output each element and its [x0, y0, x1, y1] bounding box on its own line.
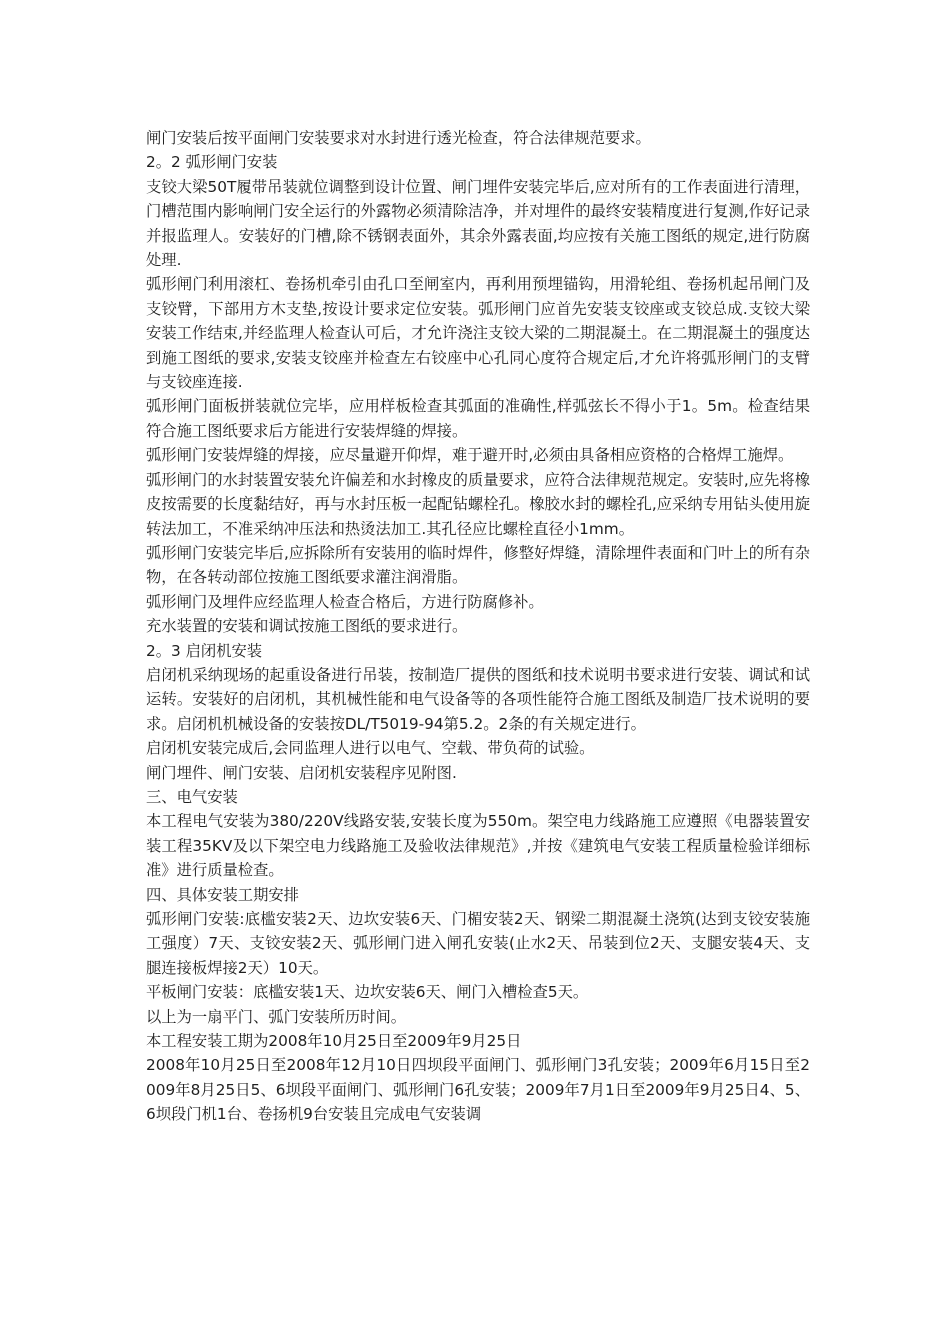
paragraph-electrical: 本工程电气安装为380/220V线路安装,安装长度为550m。架空电力线路施工应遵照《电器装置安装工程35KV及以下架空电力线路施工及验收法律规范》,并按《建筑电气安装工程质量检验详细标准》进行质量检查。 [146, 812, 810, 880]
paragraph-filling-device: 充水装置的安装和调试按施工图纸的要求进行。 [146, 617, 468, 636]
paragraph-panel-assembly: 弧形闸门面板拼装就位完毕，应用样板检查其弧面的准确性,样弧弦长不得小于1。5m。检查结果符合施工图纸要求后方能进行安装焊缝的焊接。 [146, 397, 810, 440]
paragraph-welding: 弧形闸门安装焊缝的焊接，应尽量避开仰焊，难于避开时,必须由具备相应资格的合格焊工施焊。 [146, 446, 794, 465]
document-body [146, 126, 810, 1127]
section-heading-hoist: 2。3 启闭机安装 [146, 641, 263, 660]
paragraph-beam-install: 支铰大梁50T履带吊装就位调整到设计位置、闸门埋件安装完毕后,应对所有的工作表面进行清理，门槽范围内影响闸门安全运行的外露物必须清除洁净，并对埋件的最终安装精度进行复测,作好记录并报监理人。安装好的门槽,除不锈钢表面外，其余外露表面,均应按有关施工图纸的规定,进行防腐处理. [146, 177, 810, 270]
paragraph-schedule-note: 以上为一扇平门、弧门安装所历时间。 [146, 1007, 407, 1026]
section-heading-radial-gate: 2。2 弧形闸门安装 [146, 153, 278, 172]
paragraph-phase-dates: 2008年10月25日至2008年12月10日四坝段平面闸门、弧形闸门3孔安装；2009年6月15日至2009年8月25日5、6坝段平面闸门、弧形闸门6孔安装；2009年7月1日至2009年9月25日4、5、6坝段门机1台、卷扬机9台安装且完成电气安装调 [146, 1056, 810, 1124]
paragraph-anticorrosion: 弧形闸门及埋件应经监理人检查合格后，方进行防腐修补。 [146, 592, 544, 611]
section-heading-electrical: 三、电气安装 [146, 787, 238, 806]
paragraph-seal-check: 闸门安装后按平面闸门安装要求对水封进行透光检查，符合法律规范要求。 [146, 129, 651, 147]
paragraph-radial-schedule: 弧形闸门安装:底槛安装2天、边坎安装6天、门楣安装2天、钢梁二期混凝土浇筑(达到支铰安装施工强度）7天、支铰安装2天、弧形闸门进入闸孔安装(止水2天、吊装到位2天、支腿安装4天、支腿连接板焊接2天）10天。 [146, 910, 810, 977]
paragraph-plane-schedule: 平板闸门安装：底槛安装1天、边坎安装6天、闸门入槽检查5天。 [146, 983, 589, 1002]
paragraph-gate-hoisting: 弧形闸门利用滚杠、卷扬机牵引由孔口至闸室内，再利用预埋锚钩，用滑轮组、卷扬机起吊闸门及支铰臂，下部用方木支垫,按设计要求定位安装。弧形闸门应首先安装支铰座或支铰总成.支铰大梁安装工作结束,并经监理人检查认可后，才允许浇注支铰大梁的二期混凝土。在二期混凝土的强度达到施工图纸的要求,安装支铰座并检查左右铰座中心孔同心度符合规定后,才允许将弧形闸门的支臂与支铰座连接. [146, 275, 810, 392]
paragraph-hoist-install: 启闭机采纳现场的起重设备进行吊装，按制造厂提供的图纸和技术说明书要求进行安装、调试和试运转。安装好的启闭机，其机械性能和电气设备等的各项性能符合施工图纸及制造厂技术说明的要求。启闭机机械设备的安装按DL/T5019-94第5.2。2条的有关规定进行。 [146, 665, 810, 733]
paragraph-hoist-test: 启闭机安装完成后,会同监理人进行以电气、空载、带负荷的试验。 [146, 739, 595, 758]
paragraph-water-seal: 弧形闸门的水封装置安装允许偏差和水封橡皮的质量要求，应符合法律规范规定。安装时,应先将橡皮按需要的长度黏结好，再与水封压板一起配钻螺栓孔。橡胶水封的螺栓孔,应采纳专用钻头使用旋转法加工，不准采纳冲压法和热烫法加工.其孔径应比螺栓直径小1mm。 [146, 470, 810, 538]
paragraph-procedure-ref: 闸门埋件、闸门安装、启闭机安装程序见附图. [146, 763, 457, 782]
paragraph-cleanup: 弧形闸门安装完毕后,应拆除所有安装用的临时焊件，修整好焊缝，清除埋件表面和门叶上的所有杂物，在各转动部位按施工图纸要求灌注润滑脂。 [146, 543, 810, 587]
paragraph-total-period: 本工程安装工期为2008年10月25日至2009年9月25日 [146, 1032, 522, 1051]
section-heading-schedule: 四、具体安装工期安排 [146, 885, 299, 904]
